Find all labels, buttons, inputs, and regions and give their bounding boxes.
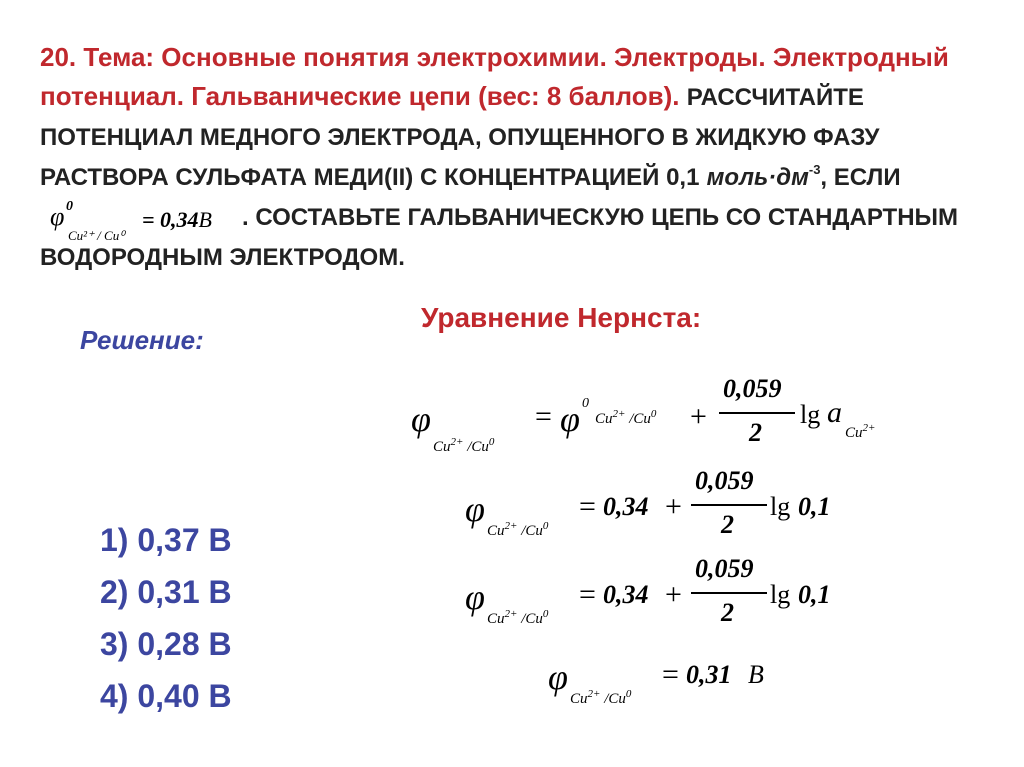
nernst-equation [405,374,905,460]
activity-symbol: a [827,396,842,429]
phi-subscript: $Cu^{2+}$ /Cu$^0$ [570,688,632,707]
fraction-denominator: 2 [721,510,734,539]
given-standard-potential [40,199,242,243]
fraction-line [719,412,795,414]
standard-potential-value: 0,34 [603,580,649,609]
concentration-value: 0,1 [798,580,831,609]
phi0-subscript: $Cu^{2+}$ /Cu$^0$ [595,408,657,427]
lg-function: lg [800,400,821,429]
task-text-part2: . СОСТАВЬТЕ ГАЛЬВАНИЧЕСКУЮ ЦЕПЬ СО СТАНДАРТНЫМ ВОДОРОДНЫМ ЭЛЕКТРОДОМ. [40,204,959,271]
fraction-denominator: 2 [721,598,734,627]
given-value: = 0,34В [142,207,212,232]
answer-option-4: 4) 0,40 В [100,678,232,714]
solution-label: Решение: [80,325,204,355]
task-if: , ЕСЛИ [820,164,901,191]
given-sup: 0 [66,199,73,214]
phi-subscript: $Cu^{2+}$ /Cu$^0$ [433,436,495,455]
equals-sign: = [662,658,679,691]
result-unit: В [748,660,764,689]
nernst-title: Уравнение Нернста: [421,302,702,333]
answer-option-1: 1) 0,37 В [100,522,232,558]
phi0-symbol: φ [560,399,580,439]
topic-title: 20. Тема: Основные понятия электрохимии. Электроды. Электродный потенциал. Гальванические цепи (вес: 8 баллов). [40,42,949,111]
lg-function: lg [770,580,791,609]
phi-symbol: φ [465,489,485,529]
substitution-equation-1 [465,466,865,550]
fraction-numerator: 0,059 [695,466,754,495]
fraction-line [691,504,767,506]
task-unit-exp: -3 [808,162,821,177]
phi-symbol: φ [548,657,568,697]
plus-sign: + [665,490,682,523]
answer-option-3: 3) 0,28 В [100,626,232,662]
plus-sign: + [690,400,707,433]
phi0-superscript: 0 [582,396,589,411]
answer-option-2: 2) 0,31 В [100,574,232,610]
concentration-value: 0,1 [798,492,831,521]
phi-subscript: $Cu^{2+}$ /Cu$^0$ [487,520,549,539]
task-unit: моль·дм [706,164,809,191]
given-phi: φ [50,202,65,231]
fraction-denominator: 2 [749,418,762,447]
fraction-line [691,592,767,594]
phi-symbol: φ [465,577,485,617]
answer-options [100,514,232,722]
equals-sign: = [535,400,552,433]
result-value: 0,31 [686,660,732,689]
fraction-numerator: 0,059 [695,554,754,583]
phi-symbol: φ [411,399,431,439]
standard-potential-value: 0,34 [603,492,649,521]
fraction-numerator: 0,059 [723,374,782,403]
task-statement [40,38,1000,277]
equals-sign: = [579,578,596,611]
phi-subscript: $Cu^{2+}$ /Cu$^0$ [487,608,549,627]
given-sub: Cu²⁺ / Cu⁰ [68,228,125,243]
lg-function: lg [770,492,791,521]
result-equation [548,648,808,718]
activity-subscript: $Cu^{2+}$ [845,422,876,441]
plus-sign: + [665,578,682,611]
substitution-equation-2 [465,554,865,638]
equals-sign: = [579,490,596,523]
task-text-part1: РАССЧИТАЙТЕ ПОТЕНЦИАЛ МЕДНОГО ЭЛЕКТРОДА, ОПУЩЕННОГО В ЖИДКУЮ ФАЗУ РАСТВОРА СУЛЬФАТА МЕДИ(II) С КОНЦЕНТРАЦИЕЙ 0,1 [40,84,880,191]
